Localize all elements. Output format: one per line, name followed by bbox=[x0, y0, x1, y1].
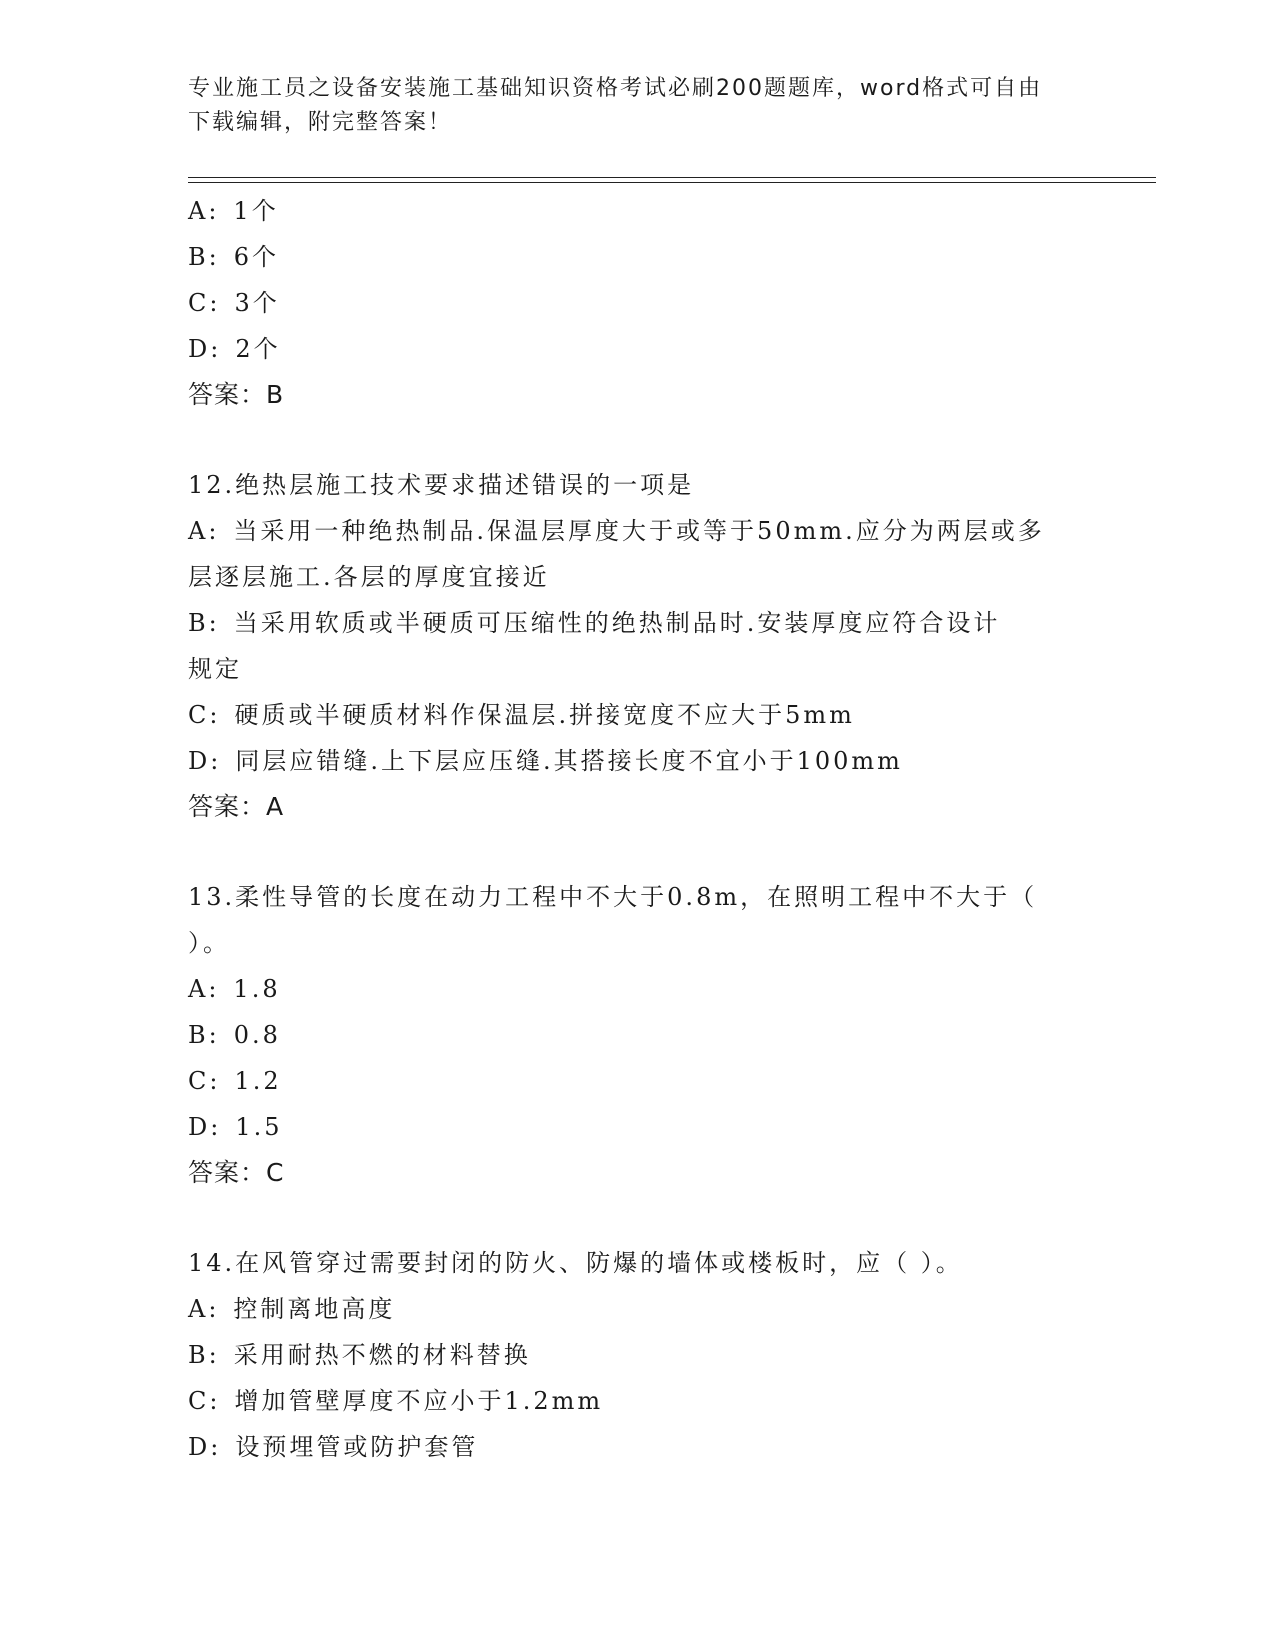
question-text-continued: ）。 bbox=[188, 929, 230, 957]
question-text: 12.绝热层施工技术要求描述错误的一项是 bbox=[188, 471, 695, 499]
option-d: D: 2个 bbox=[188, 335, 281, 363]
option-d: D: 同层应错缝.上下层应压缝.其搭接长度不宜小于100mm bbox=[188, 747, 903, 775]
option-d: D: 1.5 bbox=[188, 1113, 283, 1141]
question-12 bbox=[188, 462, 1148, 830]
header-line-1: 专业施工员之设备安装施工基础知识资格考试必刷200题题库，word格式可自由 bbox=[188, 76, 1043, 101]
header-rule-bottom bbox=[188, 182, 1156, 183]
option-c: C: 增加管壁厚度不应小于1.2mm bbox=[188, 1387, 604, 1415]
option-a-continued: 层逐层施工.各层的厚度宜接近 bbox=[188, 563, 550, 591]
option-a: A: 控制离地高度 bbox=[188, 1295, 396, 1323]
header-rule-top bbox=[188, 177, 1156, 178]
answer: 答案：C bbox=[188, 1158, 285, 1187]
answer: 答案：A bbox=[188, 792, 285, 821]
option-b: B: 0.8 bbox=[188, 1021, 281, 1049]
question-11 bbox=[188, 188, 1148, 418]
option-a: A: 当采用一种绝热制品.保温层厚度大于或等于50mm.应分为两层或多 bbox=[188, 517, 1045, 545]
option-c: C: 1.2 bbox=[188, 1067, 282, 1095]
option-c: C: 硬质或半硬质材料作保温层.拼接宽度不应大于5mm bbox=[188, 701, 855, 729]
option-b: B: 采用耐热不燃的材料替换 bbox=[188, 1341, 531, 1369]
option-b-continued: 规定 bbox=[188, 655, 242, 683]
option-c: C: 3个 bbox=[188, 289, 280, 317]
question-list bbox=[188, 188, 1148, 1470]
document-header bbox=[188, 72, 1068, 140]
question-text: 13.柔性导管的长度在动力工程中不大于0.8m，在照明工程中不大于（ bbox=[188, 883, 1038, 911]
header-line-2: 下载编辑，附完整答案！ bbox=[188, 110, 453, 135]
question-14 bbox=[188, 1240, 1148, 1470]
option-b: B: 6个 bbox=[188, 243, 280, 271]
answer: 答案：B bbox=[188, 380, 285, 409]
option-a: A: 1个 bbox=[188, 197, 279, 225]
question-text: 14.在风管穿过需要封闭的防火、防爆的墙体或楼板时，应（ ）。 bbox=[188, 1249, 963, 1277]
option-b: B: 当采用软质或半硬质可压缩性的绝热制品时.安装厚度应符合设计 bbox=[188, 609, 1001, 637]
option-a: A: 1.8 bbox=[188, 975, 281, 1003]
option-d: D: 设预埋管或防护套管 bbox=[188, 1433, 479, 1461]
question-13 bbox=[188, 874, 1148, 1196]
